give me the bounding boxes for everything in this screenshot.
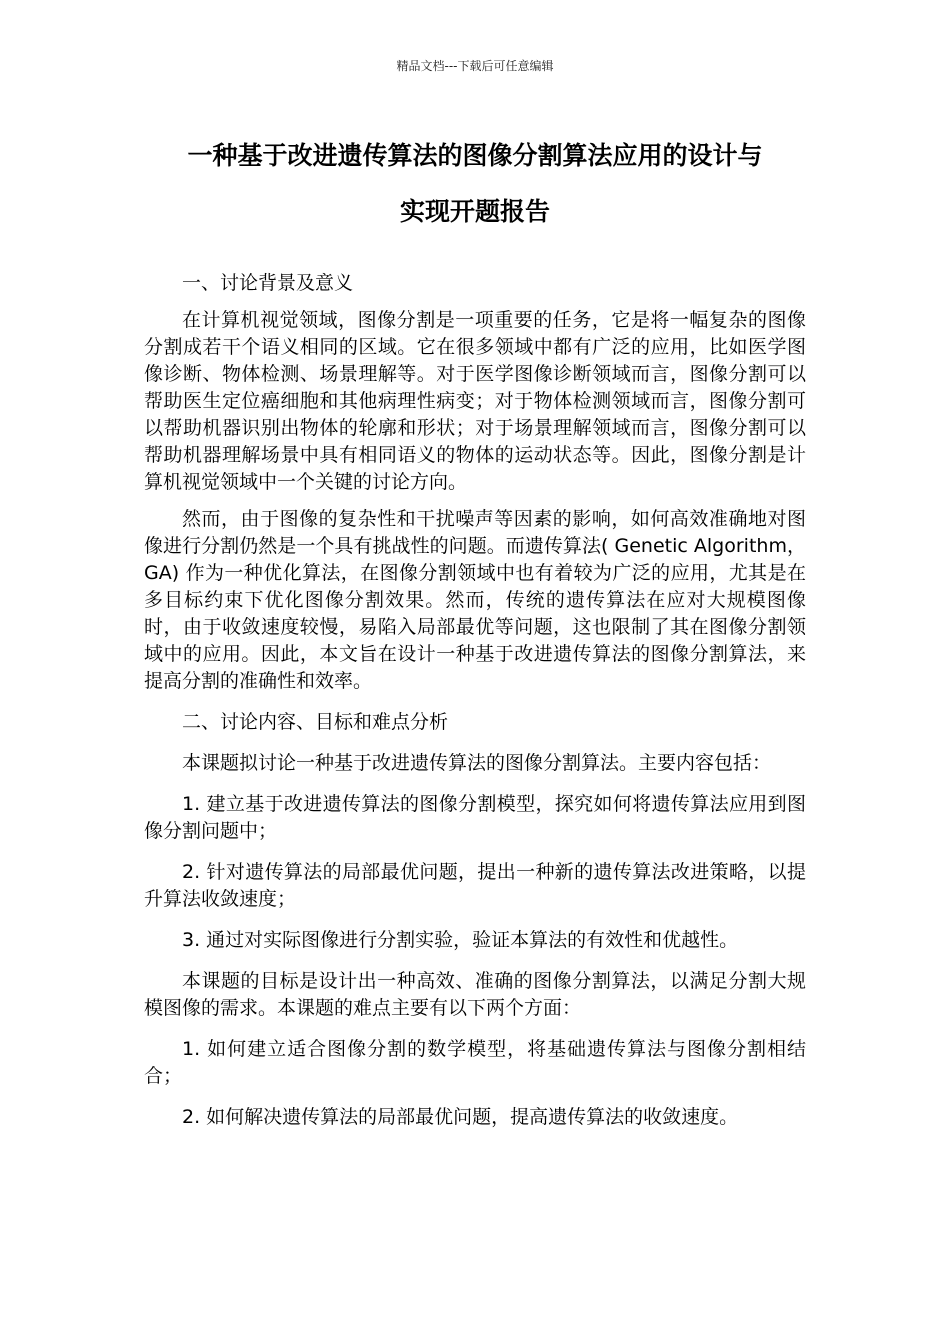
section-2-goal: 本课题的目标是设计出一种高效、准确的图像分割算法，以满足分割大规模图像的需求。本课题的难点主要有以下两个方面： bbox=[144, 970, 806, 1019]
section-2-difficulty-2: 2. 如何解决遗传算法的局部最优问题，提高遗传算法的收敛速度。 bbox=[182, 1106, 739, 1128]
section-2-item-3: 3. 通过对实际图像进行分割实验，验证本算法的有效性和优越性。 bbox=[182, 929, 739, 951]
section-1-paragraph-2: 然而，由于图像的复杂性和干扰噪声等因素的影响，如何高效准确地对图像进行分割仍然是一个具有挑战性的问题。而遗传算法( Genetic Algorithm，GA) 作为一种优化算法，在图像分割领域中也有着较为广泛的应用，尤其是在多目标约束下优化图像分割效果。然而，传统的遗传算法在应对大规模图像时，由于收敛速度较慢，易陷入局部最优等问题，这也限制了其在图像分割领域中的应用。因此，本文旨在设计一种基于改进遗传算法的图像分割算法，来提高分割的准确性和效率。 bbox=[144, 508, 806, 692]
section-1-heading: 一、讨论背景及意义 bbox=[182, 272, 354, 294]
section-1-paragraph-1: 在计算机视觉领域，图像分割是一项重要的任务，它是将一幅复杂的图像分割成若干个语义相同的区域。它在很多领域中都有广泛的应用，比如医学图像诊断、物体检测、场景理解等。对于医学图像诊断领域而言，图像分割可以帮助医生定位癌细胞和其他病理性病变；对于物体检测领域而言，图像分割可以帮助机器识别出物体的轮廓和形状；对于场景理解领域而言，图像分割可以帮助机器理解场景中具有相同语义的物体的运动状态等。因此，图像分割是计算机视觉领域中一个关键的讨论方向。 bbox=[144, 309, 806, 493]
section-2-difficulty-1: 1. 如何建立适合图像分割的数学模型，将基础遗传算法与图像分割相结合； bbox=[144, 1038, 806, 1087]
section-2-item-2: 2. 针对遗传算法的局部最优问题，提出一种新的遗传算法改进策略，以提升算法收敛速度； bbox=[144, 861, 806, 910]
header-note: 精品文档---下载后可任意编辑 bbox=[396, 59, 554, 73]
document-title-line-2: 实现开题报告 bbox=[399, 197, 550, 226]
document-title-line-1: 一种基于改进遗传算法的图像分割算法应用的设计与 bbox=[187, 141, 763, 170]
document-body bbox=[144, 270, 806, 1131]
section-2-item-1: 1. 建立基于改进遗传算法的图像分割模型，探究如何将遗传算法应用到图像分割问题中； bbox=[144, 793, 806, 842]
section-2-heading: 二、讨论内容、目标和难点分析 bbox=[182, 711, 449, 733]
section-2-intro: 本课题拟讨论一种基于改进遗传算法的图像分割算法。主要内容包括： bbox=[182, 752, 772, 774]
